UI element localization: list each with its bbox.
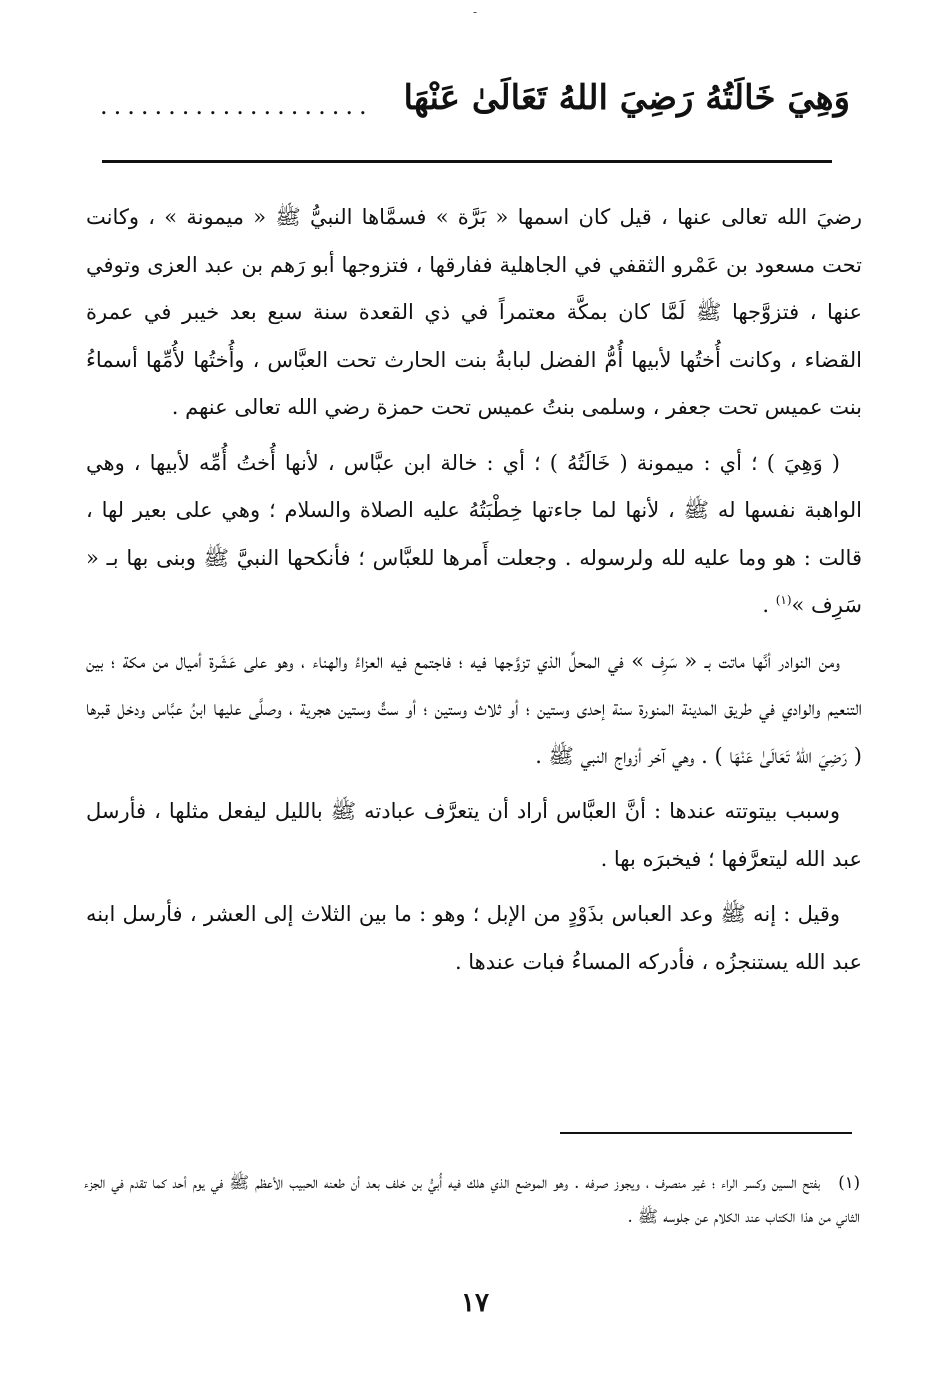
footnote-divider [560, 1132, 852, 1134]
footnote-text: بفتح السين وكسر الراء ؛ غير منصرف ، ويجوز صرفه . وهو الموضع الذي هلك فيه أُبيُّ بن خلف بعد أن طعنه الحبيب الأعظم ﷺ في يوم أحد كما تقدم في الجزء الثاني من هذا الكتاب عند الكلام عن جلوسه ﷺ . [84, 1173, 860, 1226]
paragraph [86, 440, 862, 630]
top-margin-mark: - [472, 5, 478, 19]
footnote-number: (١) [838, 1173, 860, 1192]
footnote [84, 1166, 860, 1234]
paragraph: رضيَ الله تعالى عنها ، قيل كان اسمها « بَرَّة » فسمَّاها النبيُّ ﷺ « ميمونة » ، وكانت تحت مسعود بن عَمْرو الثقفي في الجاهلية ففارقها ، فتزوجها أبو رَهم بن عبد العزى وتوفي عنها ، فتزوَّجها ﷺ لَمَّا كان بمكَّة معتمراً في ذي القعدة سنة سبع بعد خيبر في عمرة القضاء ، وكانت أُختُها لأبيها أُمُّ الفضل لبابةُ بنت الحارث تحت العبَّاس ، وأُختُها لأُمِّها أسماءُ بنت عميس تحت جعفر ، وسلمى بنتُ عميس تحت حمزة رضي الله تعالى عنهم . [86, 205, 862, 419]
paragraph: وقيل : إنه ﷺ وعد العباس بذَوْدٍ من الإبل ؛ وهو : ما بين الثلاث إلى العشر ، فأرسل ابنه عبد الله يستنجزُه ، فأدركه المساءُ فبات عندها . [86, 902, 862, 974]
running-header-title: وَهِيَ خَالَتُهُ رَضِيَ اللهُ تَعَالَىٰ عَنْهَا [403, 78, 850, 118]
footnote-reference: (١) [775, 593, 792, 607]
running-header [100, 70, 850, 126]
running-header-dots: .................... [100, 92, 373, 120]
main-text [86, 194, 862, 994]
header-divider [102, 160, 832, 163]
page-number: ١٧ [461, 1288, 489, 1318]
paragraph: وسبب بيتوتته عندها : أنَّ العبَّاس أراد أن يتعرَّف عبادته ﷺ بالليل ليفعل مثلها ، فأرسل عبد الله ليتعرَّفها ؛ فيخبرَه بها . [86, 799, 862, 871]
paragraph-text: ( وَهِيَ ) ؛ أي : ميمونة ( خَالَتُهُ ) ؛ أي : خالة ابن عبَّاس ، لأنها أُختُ أُمِّه لأبيها ، وهي الواهبة نفسها له ﷺ ، لأنها لما جاءتها خِطْبَتُهُ عليه الصلاة والسلام ؛ وهي على بعير لها ، قالت : هو وما عليه لله ولرسوله . وجعلت أَمرها للعبَّاس ؛ فأنكحها النبيَّ ﷺ وبنى بها بـ « سَرِف » [86, 450, 862, 617]
paragraph: ومن النوادر أنَّها ماتت بـ « سَرِف » في المحلِّ الذي تزوَّجها فيه ؛ فاجتمع فيه العزاءُ والهناء ، وهو على عَشَرة أميال من مكة ؛ بين التنعيم والوادي في طريق المدينة المنورة سنة إحدى وستين ؛ أو ثلاث وستين ؛ أو ستٍّ وستين هجرية ، وصلَّى عليها ابنُ عبَّاس ودخل قبرها ( رَضِيَ اللهُ تَعَالَىٰ عَنْهَا ) . وهي آخر أزواج النبي ﷺ . [86, 648, 862, 768]
paragraph-end: . [762, 593, 776, 617]
